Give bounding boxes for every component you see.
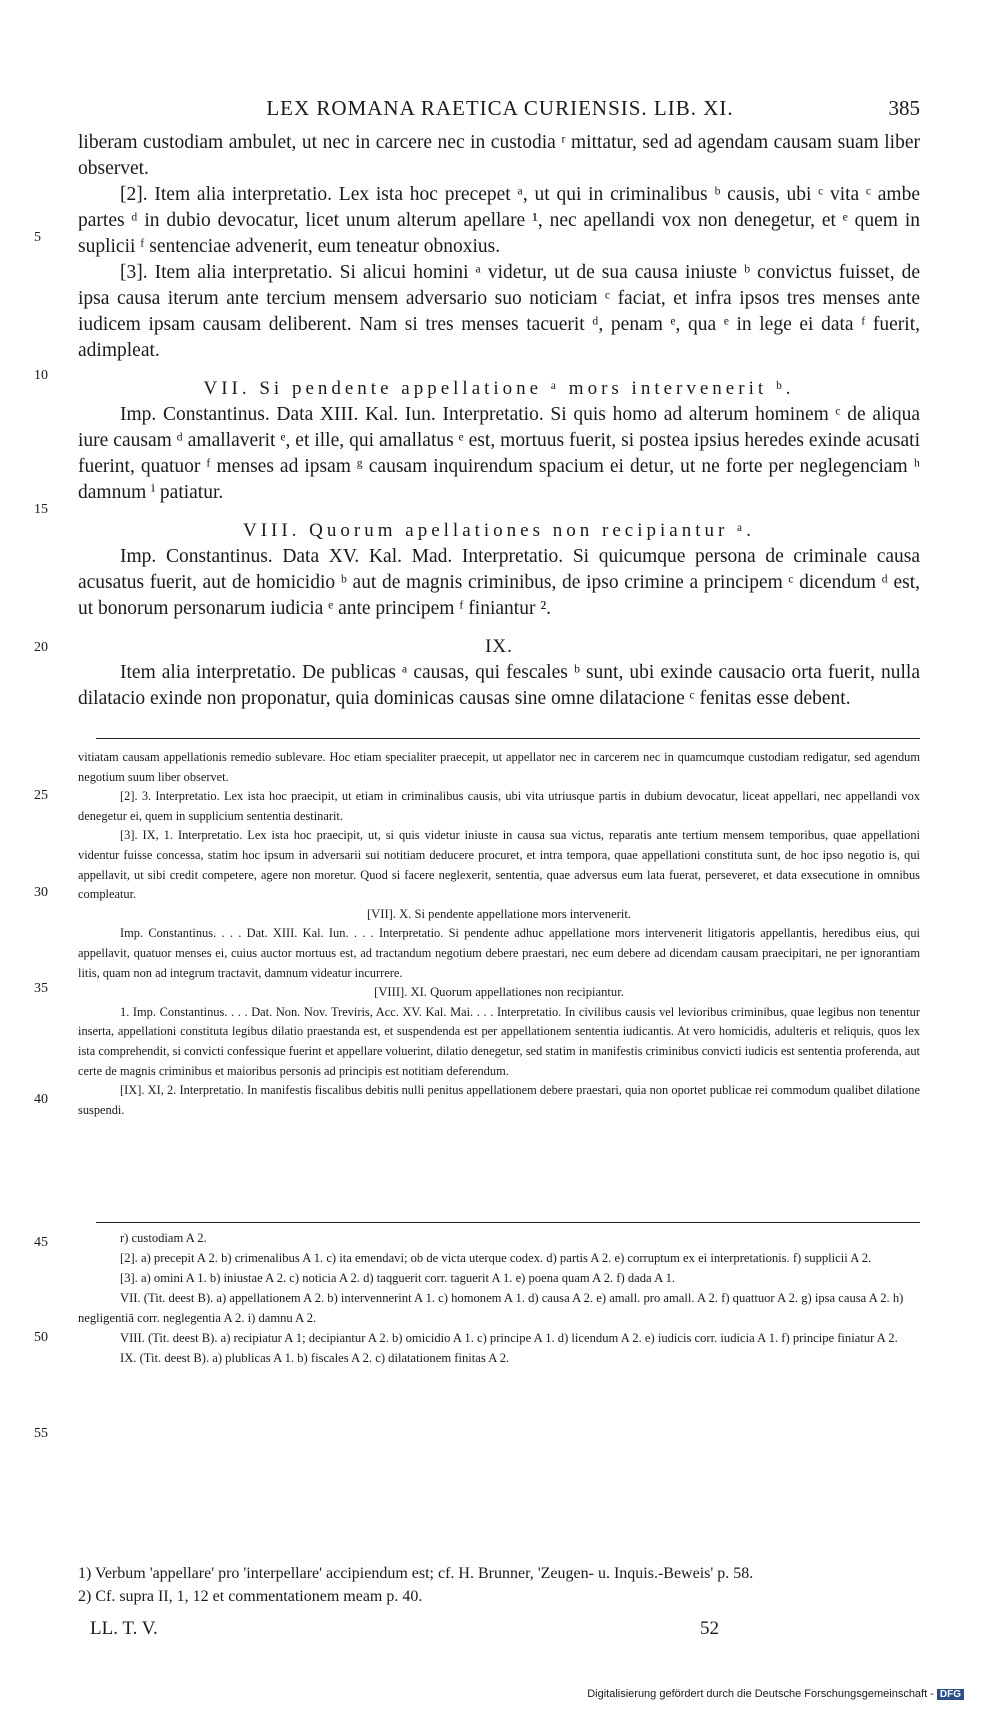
signature-mark: LL. T. V. — [90, 1618, 158, 1639]
paragraph-vii: Imp. Constantinus. Data XIII. Kal. Iun. Interpretatio. Si quis homo ad alterum hominem ᶜ de aliqua iure causam ᵈ amallaverit ᵉ, et ille, qui amallatus ᵉ est, mortuus fuerit, si postea ipsius heredes exinde acusati fuerint, quatuor ᶠ menses ad ipsam ᵍ causam inquirendum spacium ei detur, ut ne forte per neglegenciam ʰ damnum ⁱ patiatur. — [78, 404, 920, 503]
line-number: 10 — [34, 368, 48, 383]
note-text: [IX]. XI, 2. Interpretatio. In manifestis fiscalibus debitis nulli penitus appellationem debere praestari, quia non oportet publicae rei commodum qualibet dilatione suspendi. — [78, 1083, 920, 1117]
section-heading-viii: VIII. Quorum apellationes non recipiantur ᵃ. — [242, 520, 755, 541]
paragraph-ix: Item alia interpretatio. De publicas ᵃ causas, qui fescales ᵇ sunt, ubi exinde causacio orta fuerit, nulla dilatacio exinde non proponatur, quia dominicas causas sine omne dilatacione ᶜ fenitas esse debent. — [78, 662, 920, 709]
paragraph-2: [2]. Item alia interpretatio. Lex ista hoc precepet ᵃ, ut qui in criminalibus ᵇ causis, ubi ᶜ vita ᶜ ambe partes ᵈ in dubio devocatur, licet unum alterum apellare ¹, nec apellandi vox non denegetur, et ᵉ quem in suplicii ᶠ sentenciae advenerit, eum teneatur obnoxius. — [78, 184, 920, 257]
apparatus-entry: [2]. a) precepit A 2. b) crimenalibus A 1. c) ita emendavi; ob de victa uterque codex. d) partis A 2. e) corruptum ex ei interpretationis. f) supplicii A 2. — [120, 1251, 872, 1265]
dfg-logo: DFG — [937, 1689, 964, 1700]
footnote: 1) Verbum 'appellare' pro 'interpellare' accipiendum est; cf. H. Brunner, 'Zeugen- u. Inquis.-Beweis' p. 58. — [78, 1565, 754, 1582]
line-number: 50 — [34, 1330, 48, 1345]
running-header — [80, 96, 920, 132]
page-number: 385 — [888, 96, 920, 120]
line-number: 5 — [34, 230, 41, 245]
line-number: 15 — [34, 502, 48, 517]
running-title: LEX ROMANA RAETICA CURIENSIS. LIB. XI. — [266, 96, 734, 120]
apparatus-entry: IX. (Tit. deest B). a) plublicas A 1. b) fiscales A 2. c) dilatationem finitas A 2. — [120, 1351, 510, 1365]
apparatus-entry: r) custodiam A 2. — [120, 1231, 207, 1245]
apparatus-entry: VIII. (Tit. deest B). a) recipiatur A 1; decipiantur A 2. b) omicidio A 1. c) principe A 1. d) licendum A 2. e) iudicis corr. iudicia A 1. f) principe finiatur A 2. — [120, 1331, 898, 1345]
footnote: 2) Cf. supra II, 1, 12 et commentationem meam p. 40. — [78, 1588, 423, 1605]
line-number: 30 — [34, 885, 48, 900]
digitization-text: Digitalisierung gefördert durch die Deutsche Forschungsgemeinschaft - — [587, 1688, 934, 1700]
note-heading: [VIII]. XI. Quorum appellationes non recipiantur. — [374, 985, 624, 1000]
line-number: 45 — [34, 1235, 48, 1250]
note-text: [2]. 3. Interpretatio. Lex ista hoc praecipit, ut etiam in criminalibus causis, ubi vita utriusque partis in dubium devocatur, liceat appellari, nec appellandi vox denegetur ei, quem in supplicium sententia destinarit. — [78, 789, 920, 823]
note-text: Imp. Constantinus. . . . Dat. XIII. Kal. Iun. . . . Interpretatio. Si pendente adhuc appellatione mors intervenerit litigatoris appellantis, heredibus eius, qui appellavit, quatuor menses ei, cuius auctor mortuus est, ad tractandum negotium debere praestari, nec eum debere ad dicendam causam praecipitari, ne per ignorantiam litis, quam non ad integrum tractavit, damnum videatur incurrere. — [78, 926, 920, 980]
main-text — [78, 130, 920, 712]
signature-number: 52 — [700, 1618, 719, 1639]
paragraph-1: liberam custodiam ambulet, ut nec in carcere nec in custodia ʳ mittatur, sed ad agendam causam suam liber observet. — [78, 132, 920, 179]
commentary — [78, 748, 920, 1120]
critical-apparatus — [78, 1228, 920, 1368]
line-number: 35 — [34, 981, 48, 996]
note-heading: [VII]. X. Si pendente appellatione mors intervenerit. — [366, 906, 632, 921]
apparatus-entry: [3]. a) omini A 1. b) iniustae A 2. c) noticia A 2. d) taqguerit corr. taguerit A 1. e) poena quam A 2. f) dada A 1. — [120, 1271, 676, 1285]
note-text: [3]. IX, 1. Interpretatio. Lex ista hoc praecipit, ut, si quis videtur iniuste in causa sua victus, reparatis ante tertium mensem temporibus, quae appellationi videntur fuisse concessa, statim hoc ipsum in adversarii sui notitiam deducere procuret, et intra tempora, quae appellationi constituta sunt, de hoc ipso negotio is, qui appellavit, ut sibi credit competere, agere non moretur. Quod si facere neglexerit, sententia, quae adversus eum lata fuerat, perseveret, et data exsecutione in omnibus compleatur. — [78, 828, 920, 902]
digitization-notice — [587, 1688, 964, 1700]
line-number: 20 — [34, 640, 48, 655]
paragraph-3: [3]. Item alia interpretatio. Si alicui homini ᵃ videtur, ut de sua causa iniuste ᵇ convictus fuisset, de ipsa causa iterum ante tercium mensem adversario suo noticiam ᶜ faciat, et infra ipsos tres menses ante iudicem ipsam causam deliberent. Nam si tres menses tacuerit ᵈ, penam ᵉ, qua ᵉ in lege ei data ᶠ fuerit, adimpleat. — [78, 262, 920, 361]
line-number: 25 — [34, 788, 48, 803]
divider — [96, 738, 920, 739]
note-text: vitiatam causam appellationis remedio sublevare. Hoc etiam specialiter praecepit, ut appellator nec in carcerem nec in quamcumque custodiam redigatur, sed agendum negotium suum liber observet. — [78, 750, 920, 784]
section-heading-vii: VII. Si pendente appellatione ᵃ mors intervenerit ᵇ. — [203, 378, 795, 399]
divider — [96, 1222, 920, 1223]
note-text: 1. Imp. Constantinus. . . . Dat. Non. Nov. Treviris, Acc. XV. Kal. Mai. . . . Interpretatio. In civilibus causis vel levioribus criminibus, quae legibus non tenentur inserta, appellationi constituta legibus dilatio praestanda est, et suspendenda est per appellationem sententia iudicantis. At vero homicidis, adulteris et reliquis, quos lex ista comprehendit, si convicti confessique fuerint et appellare voluerint, dilatio denegetur, sed statim in manifestis criminibus convicti iudicis est sententia proferenda, aut certe de magnis criminibus et maioribus personis ad principis est notitiam deferendum. — [78, 1004, 920, 1078]
apparatus-entry: VII. (Tit. deest B). a) appellationem A 2. b) intervennerint A 1. c) homonem A 1. d) causa A 2. e) amall. pro amall. A 2. f) quattuor A 2. g) ipsa causa A 2. h) negligentiā corr. neglegentia A 2. i) damnu A 2. — [78, 1291, 904, 1325]
section-heading-ix: IX. — [485, 636, 513, 657]
paragraph-viii: Imp. Constantinus. Data XV. Kal. Mad. Interpretatio. Si quicumque persona de criminale causa acusatus fuerit, aut de homicidio ᵇ aut de magnis criminibus, de ipso crimine a principem ᶜ dicendum ᵈ est, ut bonorum personarum iudicia ᵉ ante principem ᶠ finiantur ². — [78, 546, 920, 619]
line-number: 40 — [34, 1092, 48, 1107]
line-number: 55 — [34, 1426, 48, 1441]
footnotes — [78, 1562, 920, 1608]
